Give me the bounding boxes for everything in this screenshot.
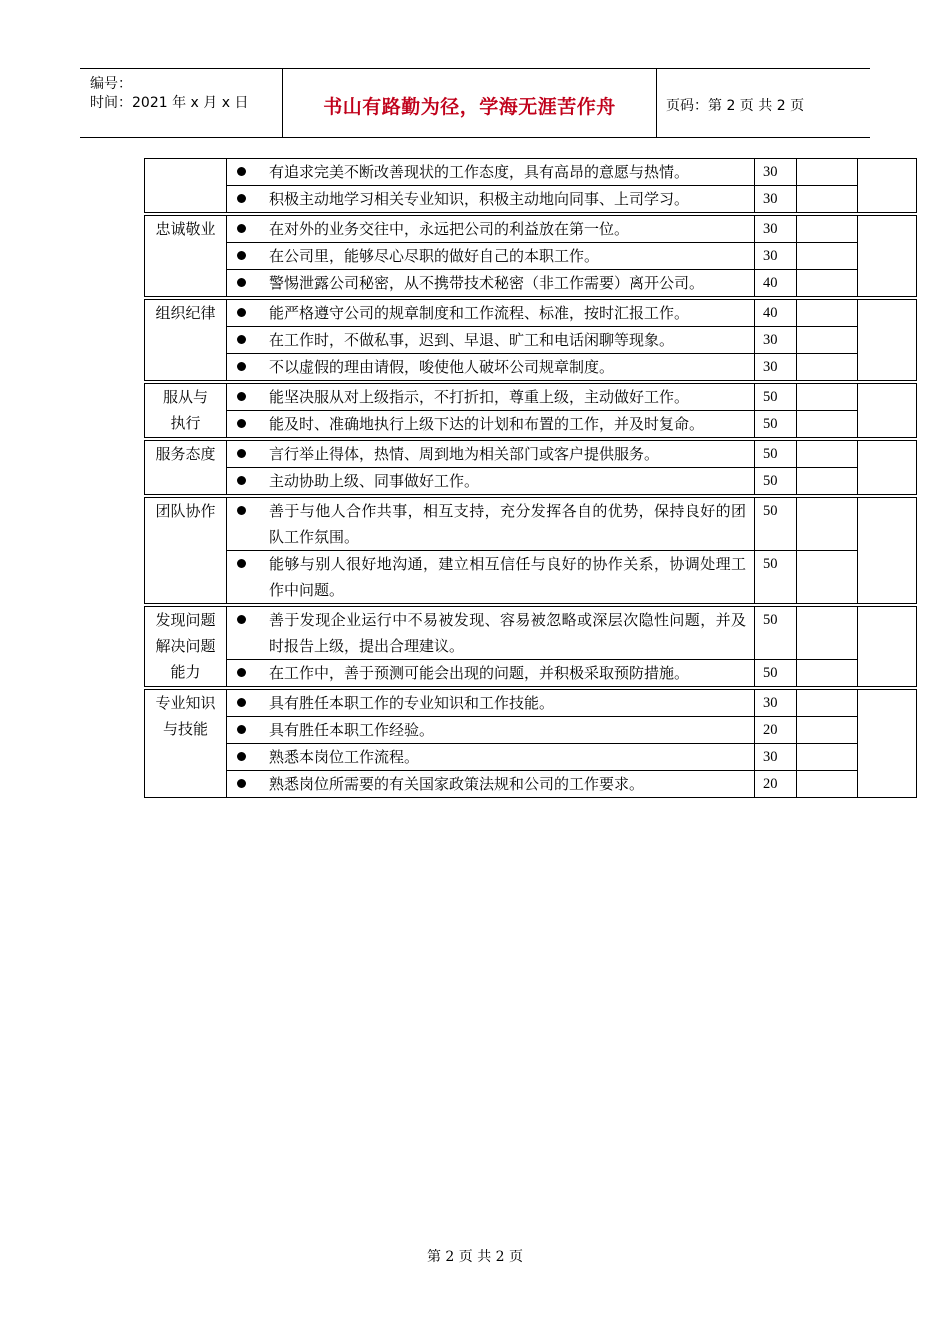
rating-cell <box>796 270 857 296</box>
category-label: 发现问题 <box>155 611 216 629</box>
category-cell <box>145 300 227 380</box>
table-row <box>227 716 857 743</box>
rating-cell <box>796 690 857 716</box>
criterion-text: 在工作时，不做私事，迟到、早退、旷工和电话闲聊等现象。 <box>269 331 675 349</box>
table-row <box>227 659 857 686</box>
criterion-text: 善于发现企业运行中不易被发现、容易被忽略或深层次隐性问题，并及时报告上级，提出合理建议。 <box>269 611 746 655</box>
bullet-icon <box>227 411 257 437</box>
bullet-icon <box>227 551 257 603</box>
table-row <box>227 770 857 797</box>
table-row <box>227 384 857 410</box>
category-label: 团队协作 <box>155 502 216 520</box>
rating-cell <box>796 551 857 603</box>
bullet-icon <box>227 270 257 296</box>
rating-cell <box>796 327 857 353</box>
rating-cell <box>796 384 857 410</box>
table-group <box>144 383 917 438</box>
criterion-text: 积极主动地学习相关专业知识，积极主动地向同事、上司学习。 <box>269 190 690 208</box>
page-footer: 第 2 页 共 2 页 <box>426 1249 524 1265</box>
header-right-cell <box>656 69 870 137</box>
criterion-text: 熟悉岗位所需要的有关国家政策法规和公司的工作要求。 <box>269 775 645 793</box>
table-row <box>227 743 857 770</box>
bullet-icon <box>227 441 257 467</box>
criterion-text: 具有胜任本职工作的专业知识和工作技能。 <box>269 694 555 712</box>
table-row <box>227 185 857 212</box>
score-cell: 50 <box>754 551 796 603</box>
bullet-icon <box>227 159 257 185</box>
criterion-text: 能坚决服从对上级指示，不打折扣，尊重上级，主动做好工作。 <box>269 388 690 406</box>
criterion-text: 善于与他人合作共事，相互支持，充分发挥各自的优势，保持良好的团队工作氛围。 <box>269 502 746 546</box>
bullet-icon <box>227 216 257 242</box>
score-cell: 30 <box>754 327 796 353</box>
score-cell: 30 <box>754 690 796 716</box>
bullet-icon <box>227 468 257 494</box>
bullet-icon <box>227 300 257 326</box>
rating-cell <box>796 216 857 242</box>
score-cell: 50 <box>754 607 796 659</box>
score-cell: 50 <box>754 468 796 494</box>
category-label: 专业知识 <box>155 694 216 712</box>
category-label: 服务态度 <box>155 445 216 463</box>
criterion-text: 言行举止得体，热情、周到地为相关部门或客户提供服务。 <box>269 445 660 463</box>
score-cell: 30 <box>754 354 796 380</box>
header-slogan: 书山有路勤为径，学海无涯苦作舟 <box>323 96 616 118</box>
category-label: 服从与 <box>162 388 208 406</box>
score-cell: 50 <box>754 498 796 550</box>
rating-cell <box>796 498 857 550</box>
criterion-text: 在工作中，善于预测可能会出现的问题，并积极采取预防措施。 <box>269 664 690 682</box>
table-row <box>227 550 857 603</box>
bullet-icon <box>227 717 257 743</box>
score-cell: 20 <box>754 717 796 743</box>
rating-cell <box>796 717 857 743</box>
evaluation-table <box>144 158 917 798</box>
category-cell <box>145 690 227 797</box>
table-group <box>144 158 917 213</box>
bullet-icon <box>227 186 257 212</box>
table-row <box>227 353 857 380</box>
category-cell <box>145 498 227 603</box>
bullet-icon <box>227 660 257 686</box>
table-group <box>144 497 917 604</box>
bullet-icon <box>227 607 257 659</box>
header-center-cell <box>282 69 657 137</box>
score-cell: 30 <box>754 186 796 212</box>
bullet-icon <box>227 690 257 716</box>
number-label: 编号： <box>90 76 132 92</box>
page-header <box>80 68 870 138</box>
table-row <box>227 269 857 296</box>
criterion-text: 能严格遵守公司的规章制度和工作流程、标准，按时汇报工作。 <box>269 304 690 322</box>
score-cell: 50 <box>754 384 796 410</box>
rating-cell <box>796 243 857 269</box>
score-cell: 30 <box>754 216 796 242</box>
table-row <box>227 441 857 467</box>
table-row <box>227 607 857 659</box>
criterion-text: 警惕泄露公司秘密，从不携带技术秘密（非工作需要）离开公司。 <box>269 274 705 292</box>
bullet-icon <box>227 384 257 410</box>
bullet-icon <box>227 327 257 353</box>
rating-cell <box>796 159 857 185</box>
criterion-text: 不以虚假的理由请假，唆使他人破坏公司规章制度。 <box>269 358 615 376</box>
criterion-text: 主动协助上级、同事做好工作。 <box>269 472 480 490</box>
category-cell <box>145 441 227 494</box>
rating-cell <box>796 186 857 212</box>
score-cell: 50 <box>754 441 796 467</box>
table-group <box>144 606 917 687</box>
rating-cell <box>796 660 857 686</box>
criterion-text: 在公司里，能够尽心尽职的做好自己的本职工作。 <box>269 247 600 265</box>
criterion-text: 熟悉本岗位工作流程。 <box>269 748 420 766</box>
category-label: 忠诚敬业 <box>155 220 216 238</box>
table-row <box>227 410 857 437</box>
category-cell <box>145 216 227 296</box>
score-cell: 40 <box>754 270 796 296</box>
table-row <box>227 690 857 716</box>
category-label: 执行 <box>170 414 201 432</box>
time-label: 时间：2021 年 x 月 x 日 <box>90 95 249 111</box>
category-label: 能力 <box>170 663 201 681</box>
score-cell: 30 <box>754 243 796 269</box>
table-group <box>144 689 917 798</box>
criterion-text: 能够与别人很好地沟通，建立相互信任与良好的协作关系，协调处理工作中问题。 <box>269 555 746 599</box>
criterion-text: 有追求完美不断改善现状的工作态度，具有高昂的意愿与热情。 <box>269 163 690 181</box>
score-cell: 50 <box>754 660 796 686</box>
page-info: 页码：第 2 页 共 2 页 <box>666 98 805 114</box>
bullet-icon <box>227 354 257 380</box>
criterion-text: 在对外的业务交往中，永远把公司的利益放在第一位。 <box>269 220 630 238</box>
header-left-cell <box>80 69 282 137</box>
rating-cell <box>796 354 857 380</box>
score-cell: 30 <box>754 744 796 770</box>
rating-cell <box>796 411 857 437</box>
score-cell: 30 <box>754 159 796 185</box>
score-cell: 50 <box>754 411 796 437</box>
table-row <box>227 159 857 185</box>
category-label: 解决问题 <box>155 637 216 655</box>
criterion-text: 具有胜任本职工作经验。 <box>269 721 435 739</box>
table-group <box>144 215 917 297</box>
category-label: 与技能 <box>162 720 208 738</box>
rating-cell <box>796 441 857 467</box>
category-cell <box>145 384 227 437</box>
table-row <box>227 467 857 494</box>
table-row <box>227 498 857 550</box>
score-cell: 40 <box>754 300 796 326</box>
rating-cell <box>796 607 857 659</box>
category-label: 组织纪律 <box>155 304 216 322</box>
table-group <box>144 440 917 495</box>
score-cell: 20 <box>754 771 796 797</box>
table-group <box>144 299 917 381</box>
bullet-icon <box>227 744 257 770</box>
bullet-icon <box>227 771 257 797</box>
category-cell <box>145 607 227 686</box>
table-row <box>227 242 857 269</box>
rating-cell <box>796 300 857 326</box>
table-row <box>227 216 857 242</box>
table-row <box>227 300 857 326</box>
table-row <box>227 326 857 353</box>
rating-cell <box>796 771 857 797</box>
bullet-icon <box>227 243 257 269</box>
rating-cell <box>796 744 857 770</box>
rating-cell <box>796 468 857 494</box>
category-cell <box>145 159 227 212</box>
criterion-text: 能及时、准确地执行上级下达的计划和布置的工作，并及时复命。 <box>269 415 705 433</box>
bullet-icon <box>227 498 257 550</box>
